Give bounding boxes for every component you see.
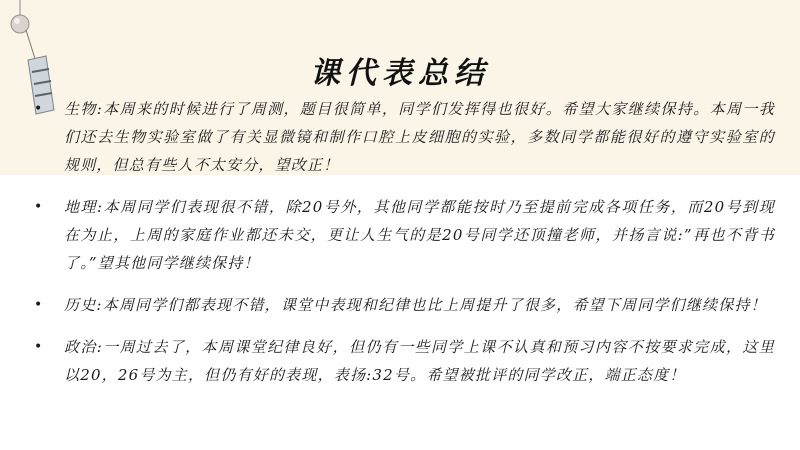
list-item-text: 地理:本周同学们表现很不错，除20号外，其他同学都能按时乃至提前完成各项任务，而20号到现在为止，上周的家庭作业都还未交，更让人生气的是20号同学还顶撞老师，并扬言说:”再也不背书了。”望其他同学继续保持！ xyxy=(64,198,775,272)
bullet: • xyxy=(34,339,44,355)
list-item-text: 历史:本周同学们都表现不错，课堂中表现和纪律也比上周提升了很多，希望下周同学们继续保持！ xyxy=(64,296,767,314)
list-item-text: 生物:本周来的时候进行了周测，题目很简单，同学们发挥得也很好。希望大家继续保持。本周一我们还去生物实验室做了有关显微镜和制作口腔上皮细胞的实验，多数同学都能很好的遵守实验室的规则，但总有些人不太安分，望改正！ xyxy=(64,100,775,174)
bullet: • xyxy=(34,297,44,313)
list-item-history xyxy=(30,291,775,319)
list-item-politics xyxy=(30,333,775,389)
list-item-biology xyxy=(30,95,775,179)
list-item-text: 政治:一周过去了，本周课堂纪律良好，但仍有一些同学上课不认真和预习内容不按要求完成，这里以20，26号为主，但仍有好的表现，表扬:32号。希望被批评的同学改正，端正态度！ xyxy=(64,338,775,384)
bullet: • xyxy=(34,101,44,117)
bullet: • xyxy=(34,199,44,215)
summary-list xyxy=(30,95,775,403)
list-item-geography xyxy=(30,193,775,277)
slide-title: 课代表总结 xyxy=(310,56,490,91)
